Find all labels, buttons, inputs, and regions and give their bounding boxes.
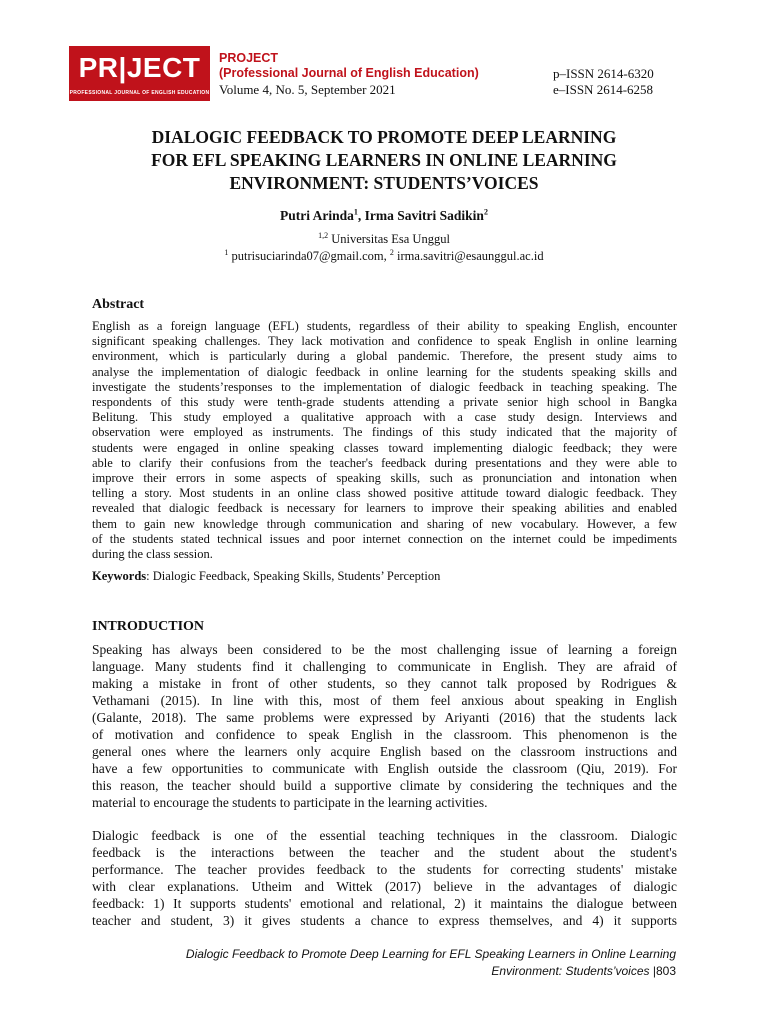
email-link[interactable]: irma.savitri@esaunggul.ac.id <box>393 249 544 263</box>
affiliation-text: Universitas Esa Unggul <box>328 232 450 246</box>
abstract-line: of the students stated technical issues and poor internet connection on the internet could be impediments <box>92 531 677 546</box>
footer-title-line: Dialogic Feedback to Promote Deep Learning for EFL Speaking Learners in Online Learning <box>185 947 676 961</box>
paragraph-line: Vethamani (2015). In line with this, most of them feel anxious about speaking in English <box>92 693 677 708</box>
abstract-line: significant speaking challenges. They lack motivation and confidence to speak English in online learning <box>92 334 677 349</box>
paragraph-line: performance. The teacher provides feedback to the students for correcting students' mistake <box>92 862 677 877</box>
e-issn: e–ISSN 2614-6258 <box>553 82 654 97</box>
paper-title <box>60 126 708 195</box>
journal-logo <box>69 46 210 101</box>
journal-short-name: PROJECT <box>219 51 279 65</box>
paragraph-line: of motivation and confidence to speak English in the classroom. This phenomenon is the <box>92 727 677 742</box>
email-superscript: 1 <box>224 247 229 257</box>
page-number: 803 <box>655 964 676 978</box>
abstract-line: observation were employed as instruments. The findings of this study indicated that the majority of <box>92 425 677 440</box>
footer-separator: | <box>649 964 656 978</box>
author-name: Putri Arinda <box>280 208 354 223</box>
introduction-paragraph-2 <box>92 827 677 929</box>
paragraph-line: have a few opportunities to communicate with English outside the classroom (Qiu, 2019). For <box>92 761 677 776</box>
title-line: ENVIRONMENT: STUDENTS’VOICES <box>229 173 539 193</box>
author-list <box>0 208 768 224</box>
abstract-line: revealed that dialogic feedback is necessary for learners to improve their speaking abilities and enabled <box>92 501 677 516</box>
introduction-heading: INTRODUCTION <box>92 619 205 634</box>
author-emails <box>0 249 768 264</box>
affiliation <box>0 232 768 247</box>
abstract-line: able to clarify their confusions from the teacher's feedback during presentations and they were able to <box>92 455 677 470</box>
abstract-line: students were engaged in online speaking classes toward implementing dialogic feedback; they were <box>92 440 677 455</box>
page-footer <box>116 946 676 980</box>
paragraph-line: (Galante, 2018). The same problems were expressed by Ariyanti (2016) that the students lack <box>92 710 677 725</box>
abstract-line: analyse the implementation of dialogic feedback in online learning for the students speaking skills and <box>92 364 677 379</box>
abstract-line: English as a foreign language (EFL) students, regardless of their ability to speaking English, encounter <box>92 319 677 333</box>
paragraph-line: feedback: 1) It supports students' emotional and relational, 2) it maintains the dialogue between <box>92 896 677 911</box>
abstract-line: environment, which is particularly during a global pandemic. Therefore, the present study aims to <box>92 349 677 364</box>
keywords-label: Keywords <box>92 569 147 583</box>
abstract-line: during the class session. <box>92 547 213 562</box>
email-link[interactable]: putrisuciarinda07@gmail.com, <box>228 249 390 263</box>
paragraph-line: Dialogic feedback is one of the essential teaching techniques in the classroom. Dialogic <box>92 828 677 843</box>
paragraph-line: general ones where the learners only acquire English based on the classroom instructions and <box>92 744 677 759</box>
paragraph-line: language. Many students find it challenging to communicate in English. They are afraid of <box>92 659 677 674</box>
author-superscript: 2 <box>483 207 488 217</box>
abstract-line: investigate the students’responses to the implementation of dialogic feedback in teaching speaking. The <box>92 379 677 394</box>
abstract-line: them to gain new knowledge through communication and sharing of new vocabulary. However, a few <box>92 516 677 531</box>
paragraph-line: with clear explanations. Utheim and Wittek (2017) believe in the advantages of dialogic <box>92 879 677 894</box>
logo-subtext: PROFESSIONAL JOURNAL OF ENGLISH EDUCATION <box>69 90 210 96</box>
title-line: FOR EFL SPEAKING LEARNERS IN ONLINE LEARNING <box>151 150 617 170</box>
author-name: Irma Savitri Sadikin <box>364 208 484 223</box>
paragraph-line: teacher and student, 3) it gives students a chance to express themselves, and 4) it supports <box>92 913 677 928</box>
keywords-text: : Dialogic Feedback, Speaking Skills, Students’ Perception <box>146 569 441 583</box>
author-superscript: 1 <box>353 207 358 217</box>
abstract-heading: Abstract <box>92 297 145 312</box>
volume-info: Volume 4, No. 5, September 2021 <box>219 82 396 97</box>
abstract-line: Belitung. This study employed a qualitative approach with a case study design. Interviews and <box>92 410 677 425</box>
introduction-paragraph-1 <box>92 641 677 811</box>
affiliation-superscript: 1,2 <box>318 230 329 240</box>
journal-full-name: (Professional Journal of English Education) <box>219 66 479 80</box>
logo-text: PR|JECT <box>78 52 201 83</box>
abstract-body <box>92 319 677 562</box>
paragraph-line: material to encourage the students to participate in the learning activities. <box>92 795 488 810</box>
author-separator: , <box>357 208 365 223</box>
paragraph-line: making a mistake in front of other students, so they cannot talk proposed by Rodrigues & <box>92 676 677 691</box>
title-line: DIALOGIC FEEDBACK TO PROMOTE DEEP LEARNING <box>151 127 617 147</box>
abstract-line: respondents of this study were tenth-grade students attending a private senior high school in Bangka <box>92 395 677 410</box>
abstract-line: improve their errors in some aspects of speaking skills, such as pronunciation and intonation when <box>92 471 677 486</box>
keywords <box>92 569 440 584</box>
p-issn: p–ISSN 2614-6320 <box>553 66 654 81</box>
paragraph-line: feedback is the interactions between the teacher and the student about the student's <box>92 845 677 860</box>
footer-title-line: Environment: Students’voices <box>491 964 650 978</box>
email-superscript: 2 <box>389 247 394 257</box>
abstract-line: telling a story. Most students in an online class showed positive attitude toward dialogic feedback. They <box>92 486 677 501</box>
paragraph-line: this reason, the teacher should build a supportive climate by considering the techniques and the <box>92 778 677 793</box>
paragraph-line: Speaking has always been considered to be the most challenging issue of learning a foreign <box>92 642 677 657</box>
